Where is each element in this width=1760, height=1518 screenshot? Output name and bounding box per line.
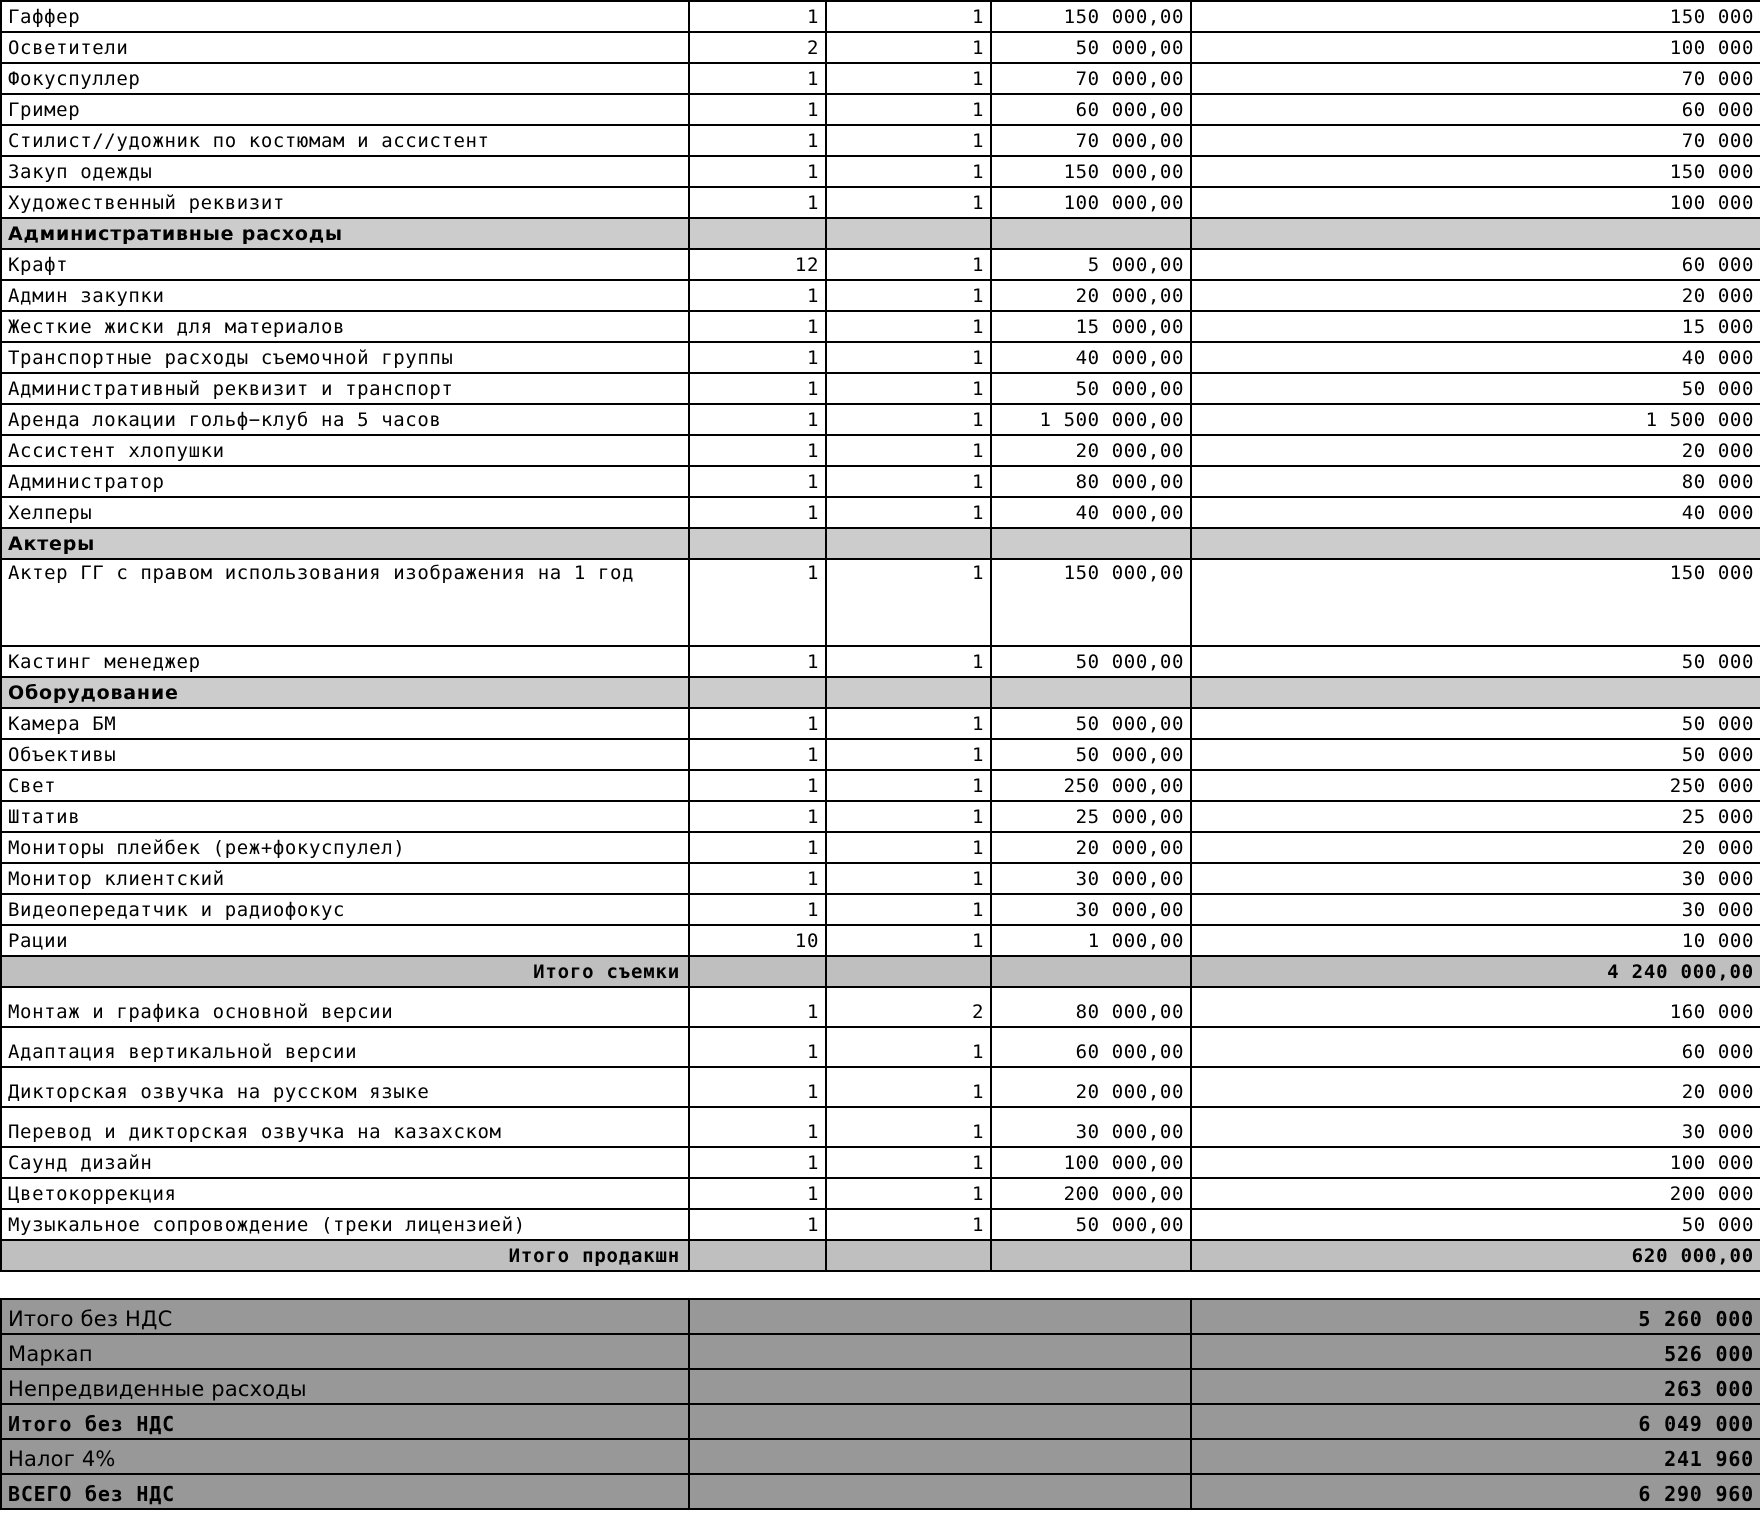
cell-unit-price: 80 000,00: [991, 466, 1191, 497]
cell-item-name: Рации: [1, 925, 689, 956]
table-row: [1, 1209, 1760, 1240]
cell-quantity: 1: [689, 559, 826, 646]
cell-total: 50 000: [1191, 739, 1760, 770]
cell-quantity: 1: [689, 466, 826, 497]
cell-unit-price: 100 000,00: [991, 187, 1191, 218]
summary-label: ВСЕГО без НДС: [1, 1474, 689, 1509]
table-row: [1, 770, 1760, 801]
summary-label: Непредвиденные расходы: [1, 1369, 689, 1404]
cell-unit-price: 40 000,00: [991, 342, 1191, 373]
cell-days: 1: [826, 1147, 991, 1178]
cell-days: 1: [826, 646, 991, 677]
cell-total: 40 000: [1191, 497, 1760, 528]
cell-total: 50 000: [1191, 373, 1760, 404]
summary-value: 263 000: [1191, 1369, 1760, 1404]
cell-unit-price: 5 000,00: [991, 249, 1191, 280]
cell-unit-price: 150 000,00: [991, 1, 1191, 32]
cell-total: 60 000: [1191, 249, 1760, 280]
cell-total: 70 000: [1191, 125, 1760, 156]
cell-days: 1: [826, 94, 991, 125]
cell-days: 1: [826, 1209, 991, 1240]
cell-quantity: 1: [689, 404, 826, 435]
cell-quantity: 1: [689, 342, 826, 373]
cell-total: 620 000,00: [1191, 1240, 1760, 1271]
table-row: [1, 925, 1760, 956]
table-row: [1, 156, 1760, 187]
cell-item-name: Объективы: [1, 739, 689, 770]
cell-total: 1 500 000: [1191, 404, 1760, 435]
cell-unit-price: 20 000,00: [991, 1067, 1191, 1107]
cell-days: 1: [826, 1, 991, 32]
cell-quantity: 1: [689, 497, 826, 528]
cell-quantity: 1: [689, 125, 826, 156]
section-header-row: [1, 218, 1760, 249]
cell-total: [1191, 677, 1760, 708]
summary-table: [0, 1298, 1760, 1510]
summary-row: [1, 1334, 1760, 1369]
cell-days: 1: [826, 32, 991, 63]
cell-total: 150 000: [1191, 559, 1760, 646]
cell-days: 1: [826, 187, 991, 218]
cell-item-name: Видеопередатчик и радиофокус: [1, 894, 689, 925]
cell-quantity: 1: [689, 435, 826, 466]
cell-days: 2: [826, 987, 991, 1027]
cell-total: 20 000: [1191, 280, 1760, 311]
cell-unit-price: 150 000,00: [991, 559, 1191, 646]
cell-days: [826, 1240, 991, 1271]
cell-item-name: Штатив: [1, 801, 689, 832]
cell-unit-price: 50 000,00: [991, 1209, 1191, 1240]
table-row: [1, 739, 1760, 770]
summary-table-body: [1, 1299, 1760, 1509]
cell-total: 80 000: [1191, 466, 1760, 497]
cell-quantity: 1: [689, 770, 826, 801]
cell-days: 1: [826, 894, 991, 925]
cell-unit-price: [991, 956, 1191, 987]
cell-item-name: Свет: [1, 770, 689, 801]
cell-item-name: Стилист//удожник по костюмам и ассистент: [1, 125, 689, 156]
section-header-row: [1, 528, 1760, 559]
table-row: [1, 311, 1760, 342]
summary-row: [1, 1404, 1760, 1439]
cell-days: 1: [826, 925, 991, 956]
table-row: [1, 832, 1760, 863]
cell-days: 1: [826, 1107, 991, 1147]
table-row: [1, 63, 1760, 94]
cell-total: 50 000: [1191, 1209, 1760, 1240]
cell-days: 1: [826, 708, 991, 739]
cell-quantity: 1: [689, 1107, 826, 1147]
cell-unit-price: 100 000,00: [991, 1147, 1191, 1178]
table-row: [1, 404, 1760, 435]
cell-unit-price: 80 000,00: [991, 987, 1191, 1027]
cell-item-name: Оборудование: [1, 677, 689, 708]
table-row: [1, 1178, 1760, 1209]
table-row: [1, 708, 1760, 739]
summary-value: 526 000: [1191, 1334, 1760, 1369]
cell-total: 40 000: [1191, 342, 1760, 373]
cell-item-name: Актеры: [1, 528, 689, 559]
cell-item-name: Админ закупки: [1, 280, 689, 311]
cell-total: 20 000: [1191, 832, 1760, 863]
cell-quantity: 1: [689, 1147, 826, 1178]
cell-item-name: Актер ГГ с правом использования изображения на 1 год: [1, 559, 689, 646]
table-row: [1, 373, 1760, 404]
section-header-row: [1, 677, 1760, 708]
cell-quantity: 1: [689, 894, 826, 925]
table-row: [1, 342, 1760, 373]
cell-unit-price: 50 000,00: [991, 646, 1191, 677]
cell-unit-price: 150 000,00: [991, 156, 1191, 187]
cell-unit-price: 20 000,00: [991, 280, 1191, 311]
cell-unit-price: 40 000,00: [991, 497, 1191, 528]
cell-item-name: Крафт: [1, 249, 689, 280]
cell-quantity: [689, 1240, 826, 1271]
table-row: [1, 249, 1760, 280]
table-row: [1, 646, 1760, 677]
cell-total: 15 000: [1191, 311, 1760, 342]
cell-days: 1: [826, 1178, 991, 1209]
cell-item-name: Кастинг менеджер: [1, 646, 689, 677]
cell-unit-price: 25 000,00: [991, 801, 1191, 832]
cell-unit-price: 60 000,00: [991, 1027, 1191, 1067]
cell-item-name: Административные расходы: [1, 218, 689, 249]
cell-total: 25 000: [1191, 801, 1760, 832]
cell-item-name: Камера БМ: [1, 708, 689, 739]
summary-spacer-cell: [689, 1439, 1191, 1474]
subtotal-row: [1, 956, 1760, 987]
cell-unit-price: [991, 677, 1191, 708]
cell-total: 100 000: [1191, 187, 1760, 218]
cell-quantity: 1: [689, 1178, 826, 1209]
cell-unit-price: 30 000,00: [991, 1107, 1191, 1147]
cell-unit-price: [991, 528, 1191, 559]
summary-value: 6 290 960: [1191, 1474, 1760, 1509]
cell-quantity: 1: [689, 94, 826, 125]
cell-total: 30 000: [1191, 863, 1760, 894]
cell-quantity: 1: [689, 987, 826, 1027]
cell-days: 1: [826, 373, 991, 404]
cell-quantity: [689, 528, 826, 559]
table-row: [1, 1147, 1760, 1178]
table-row: [1, 435, 1760, 466]
cell-item-name: Фокуспуллер: [1, 63, 689, 94]
table-row: [1, 801, 1760, 832]
cell-unit-price: 1 000,00: [991, 925, 1191, 956]
summary-label: Маркап: [1, 1334, 689, 1369]
summary-spacer-cell: [689, 1299, 1191, 1334]
cell-total: 70 000: [1191, 63, 1760, 94]
table-row: [1, 466, 1760, 497]
cell-item-name: Художественный реквизит: [1, 187, 689, 218]
cell-item-name: Закуп одежды: [1, 156, 689, 187]
cell-quantity: 1: [689, 1027, 826, 1067]
budget-table-body: [1, 1, 1760, 1271]
cell-days: 1: [826, 466, 991, 497]
cell-quantity: 12: [689, 249, 826, 280]
cell-total: 20 000: [1191, 1067, 1760, 1107]
cell-quantity: 1: [689, 63, 826, 94]
cell-total: 200 000: [1191, 1178, 1760, 1209]
cell-quantity: 1: [689, 311, 826, 342]
cell-total: [1191, 528, 1760, 559]
summary-row: [1, 1299, 1760, 1334]
cell-quantity: [689, 218, 826, 249]
cell-days: 1: [826, 559, 991, 646]
cell-days: 1: [826, 249, 991, 280]
cell-total: 250 000: [1191, 770, 1760, 801]
cell-quantity: [689, 677, 826, 708]
summary-row: [1, 1369, 1760, 1404]
cell-total: 10 000: [1191, 925, 1760, 956]
cell-item-name: Цветокоррекция: [1, 1178, 689, 1209]
cell-item-name: Монтаж и графика основной версии: [1, 987, 689, 1027]
cell-total: 60 000: [1191, 94, 1760, 125]
cell-item-name: Транспортные расходы съемочной группы: [1, 342, 689, 373]
cell-quantity: 1: [689, 280, 826, 311]
table-row: [1, 94, 1760, 125]
cell-unit-price: 50 000,00: [991, 708, 1191, 739]
cell-item-name: Гаффер: [1, 1, 689, 32]
cell-quantity: 10: [689, 925, 826, 956]
table-row: [1, 187, 1760, 218]
cell-quantity: [689, 956, 826, 987]
cell-days: [826, 677, 991, 708]
cell-quantity: 1: [689, 739, 826, 770]
cell-total: 100 000: [1191, 32, 1760, 63]
summary-value: 5 260 000: [1191, 1299, 1760, 1334]
cell-days: 1: [826, 863, 991, 894]
cell-item-name: Аренда локации гольф−клуб на 5 часов: [1, 404, 689, 435]
cell-days: [826, 528, 991, 559]
table-row: [1, 1027, 1760, 1067]
subtotal-row: [1, 1240, 1760, 1271]
cell-quantity: 1: [689, 646, 826, 677]
cell-total: 100 000: [1191, 1147, 1760, 1178]
cell-total: 50 000: [1191, 708, 1760, 739]
cell-unit-price: 20 000,00: [991, 832, 1191, 863]
cell-total: 20 000: [1191, 435, 1760, 466]
table-row: [1, 863, 1760, 894]
table-row: [1, 1, 1760, 32]
cell-quantity: 1: [689, 1, 826, 32]
cell-days: 1: [826, 311, 991, 342]
cell-total: 30 000: [1191, 894, 1760, 925]
cell-item-name: Мониторы плейбек (реж+фокуспулел): [1, 832, 689, 863]
cell-days: 1: [826, 739, 991, 770]
summary-label: Итого без НДС: [1, 1404, 689, 1439]
summary-value: 241 960: [1191, 1439, 1760, 1474]
summary-spacer-cell: [689, 1334, 1191, 1369]
cell-total: 150 000: [1191, 1, 1760, 32]
summary-label: Налог 4%: [1, 1439, 689, 1474]
cell-total: 4 240 000,00: [1191, 956, 1760, 987]
cell-days: 1: [826, 497, 991, 528]
table-spacer: [0, 1272, 1760, 1298]
cell-days: 1: [826, 1027, 991, 1067]
cell-unit-price: [991, 1240, 1191, 1271]
cell-unit-price: 50 000,00: [991, 373, 1191, 404]
cell-quantity: 1: [689, 373, 826, 404]
cell-item-name: Монитор клиентский: [1, 863, 689, 894]
summary-value: 6 049 000: [1191, 1404, 1760, 1439]
summary-spacer-cell: [689, 1404, 1191, 1439]
summary-spacer-cell: [689, 1369, 1191, 1404]
cell-item-name: Итого продакшн: [1, 1240, 689, 1271]
cell-unit-price: 1 500 000,00: [991, 404, 1191, 435]
summary-spacer-cell: [689, 1474, 1191, 1509]
cell-quantity: 2: [689, 32, 826, 63]
cell-unit-price: 250 000,00: [991, 770, 1191, 801]
cell-total: 50 000: [1191, 646, 1760, 677]
table-row: [1, 280, 1760, 311]
cell-quantity: 1: [689, 832, 826, 863]
cell-days: 1: [826, 404, 991, 435]
cell-days: 1: [826, 1067, 991, 1107]
cell-quantity: 1: [689, 708, 826, 739]
cell-unit-price: 70 000,00: [991, 63, 1191, 94]
summary-row: [1, 1474, 1760, 1509]
cell-days: 1: [826, 125, 991, 156]
cell-item-name: Дикторская озвучка на русском языке: [1, 1067, 689, 1107]
cell-unit-price: 30 000,00: [991, 863, 1191, 894]
cell-total: 150 000: [1191, 156, 1760, 187]
table-row: [1, 894, 1760, 925]
cell-item-name: Ассистент хлопушки: [1, 435, 689, 466]
cell-total: 60 000: [1191, 1027, 1760, 1067]
cell-quantity: 1: [689, 1209, 826, 1240]
cell-days: [826, 218, 991, 249]
cell-unit-price: 50 000,00: [991, 32, 1191, 63]
cell-days: [826, 956, 991, 987]
cell-quantity: 1: [689, 156, 826, 187]
cell-quantity: 1: [689, 801, 826, 832]
cell-item-name: Саунд дизайн: [1, 1147, 689, 1178]
cell-unit-price: 200 000,00: [991, 1178, 1191, 1209]
cell-quantity: 1: [689, 863, 826, 894]
cell-item-name: Жесткие жиски для материалов: [1, 311, 689, 342]
cell-unit-price: [991, 218, 1191, 249]
cell-days: 1: [826, 63, 991, 94]
cell-item-name: Перевод и дикторская озвучка на казахском: [1, 1107, 689, 1147]
table-row: [1, 125, 1760, 156]
cell-item-name: Администратор: [1, 466, 689, 497]
table-row: [1, 987, 1760, 1027]
cell-total: 30 000: [1191, 1107, 1760, 1147]
cell-item-name: Адаптация вертикальной версии: [1, 1027, 689, 1067]
cell-quantity: 1: [689, 187, 826, 218]
cell-item-name: Хелперы: [1, 497, 689, 528]
cell-days: 1: [826, 156, 991, 187]
cell-unit-price: 70 000,00: [991, 125, 1191, 156]
cell-unit-price: 50 000,00: [991, 739, 1191, 770]
cell-days: 1: [826, 770, 991, 801]
cell-days: 1: [826, 435, 991, 466]
cell-days: 1: [826, 801, 991, 832]
cell-unit-price: 15 000,00: [991, 311, 1191, 342]
cell-days: 1: [826, 342, 991, 373]
cell-item-name: Административный реквизит и транспорт: [1, 373, 689, 404]
cell-unit-price: 30 000,00: [991, 894, 1191, 925]
cell-unit-price: 60 000,00: [991, 94, 1191, 125]
cell-days: 1: [826, 832, 991, 863]
cell-total: [1191, 218, 1760, 249]
cell-total: 160 000: [1191, 987, 1760, 1027]
cell-days: 1: [826, 280, 991, 311]
cell-item-name: Гример: [1, 94, 689, 125]
cell-quantity: 1: [689, 1067, 826, 1107]
table-row: [1, 1107, 1760, 1147]
cell-item-name: Итого съемки: [1, 956, 689, 987]
cell-unit-price: 20 000,00: [991, 435, 1191, 466]
table-row: [1, 32, 1760, 63]
summary-row: [1, 1439, 1760, 1474]
summary-label: Итого без НДС: [1, 1299, 689, 1334]
table-row: [1, 559, 1760, 646]
cell-item-name: Музыкальное сопровождение (треки лицензией): [1, 1209, 689, 1240]
table-row: [1, 497, 1760, 528]
table-row: [1, 1067, 1760, 1107]
cell-item-name: Осветители: [1, 32, 689, 63]
